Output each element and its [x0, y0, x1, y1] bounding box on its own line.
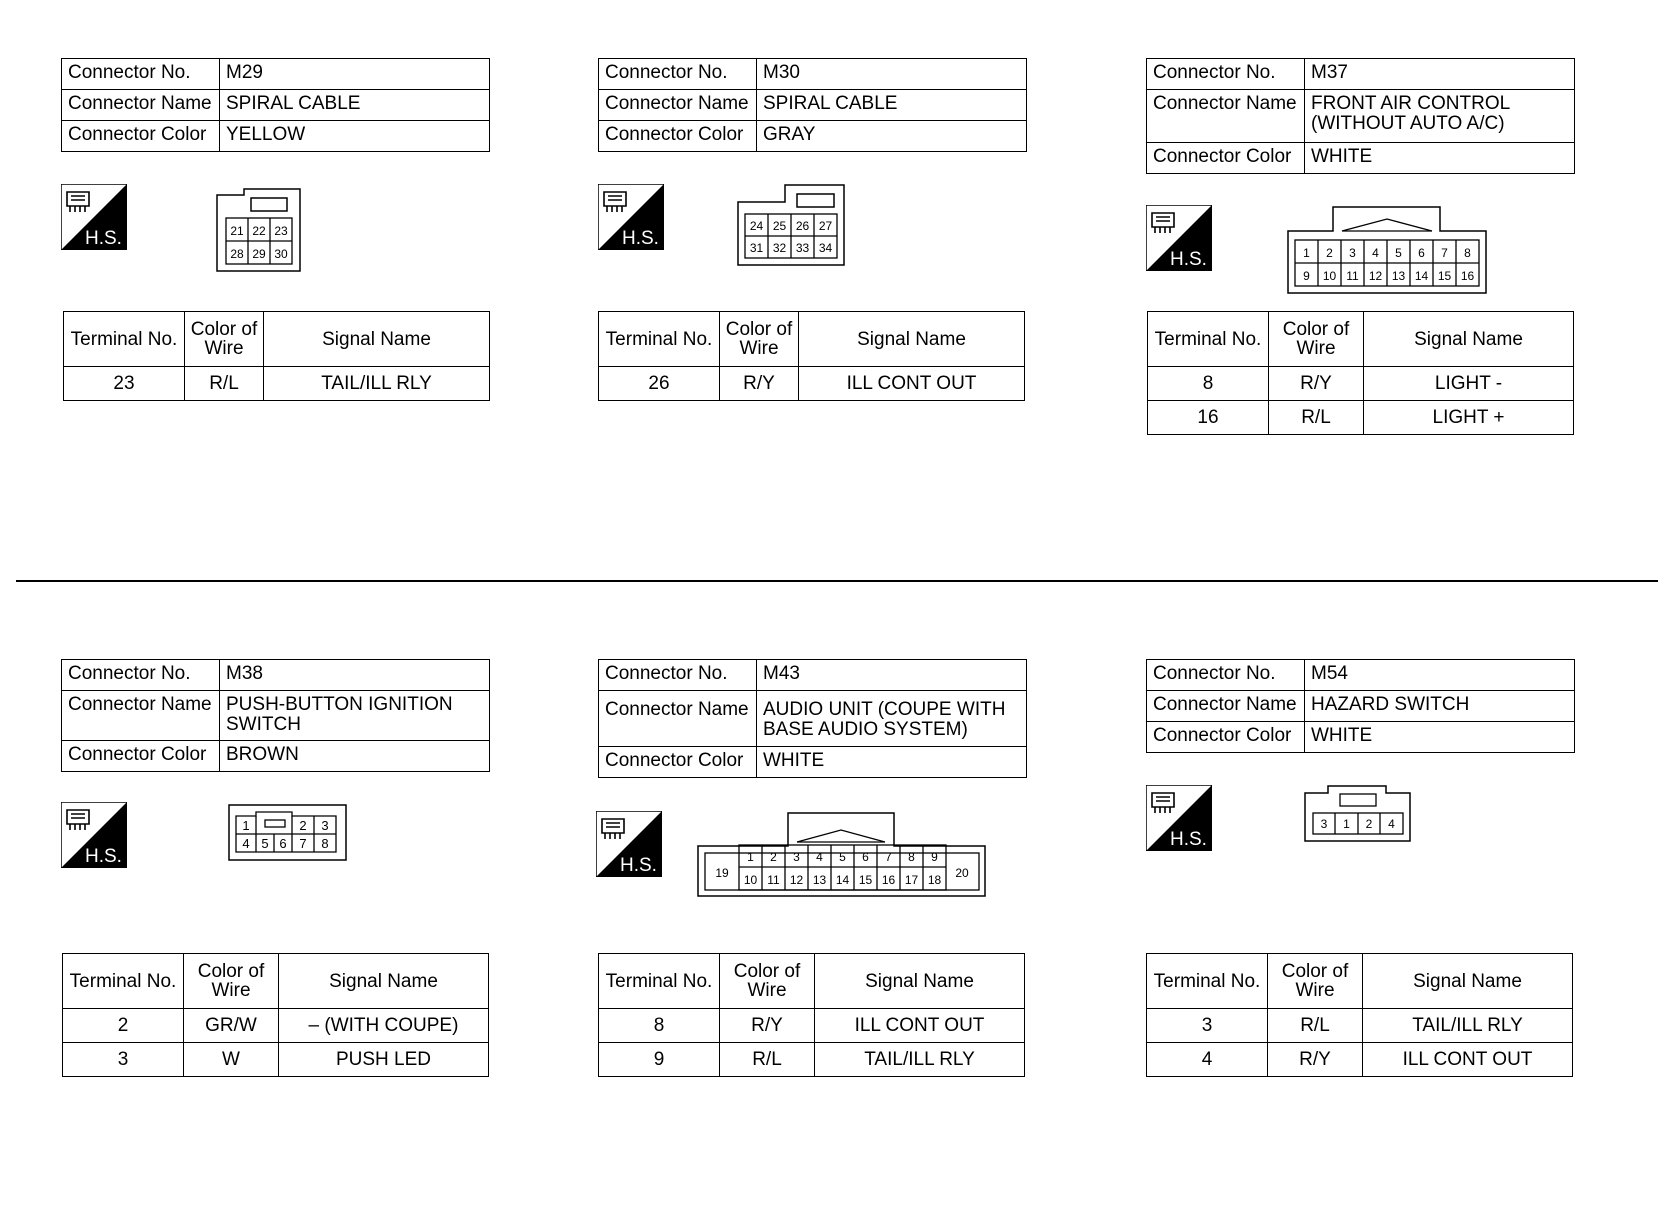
connector-info-table — [1146, 659, 1575, 753]
pin-label: 17 — [904, 873, 919, 887]
signal-cell: PUSH LED — [279, 1043, 489, 1077]
connector-panel-m29 — [61, 58, 490, 152]
terminal-cell: 9 — [599, 1043, 720, 1077]
pin-label: 11 — [767, 873, 780, 887]
terminal-table — [1147, 311, 1574, 435]
connector-name-label: Connector Name — [1147, 691, 1305, 722]
connector-name-value: PUSH-BUTTON IGNITION SWITCH — [220, 691, 490, 741]
connector-color-label: Connector Color — [1147, 722, 1305, 753]
table-row — [63, 1009, 489, 1043]
connector-face-m29 — [216, 188, 302, 272]
terminal-no-header: Terminal No. — [64, 312, 185, 367]
terminal-table — [1146, 953, 1573, 1077]
terminal-no-header: Terminal No. — [1148, 312, 1269, 367]
pin-label: 33 — [795, 241, 810, 255]
color-of-wire-header: Color of Wire — [185, 312, 264, 367]
pin-label: 9 — [1303, 269, 1310, 283]
pin-label: 6 — [862, 850, 869, 864]
connector-panel-m54 — [1146, 659, 1575, 753]
pin-label: 1 — [1303, 246, 1310, 260]
wire-cell: R/L — [720, 1043, 815, 1077]
harness-side-icon — [598, 184, 664, 250]
connector-color-value: YELLOW — [220, 121, 490, 152]
pin-label: 14 — [835, 873, 850, 887]
connector-face-m38 — [228, 804, 348, 862]
connector-name-label: Connector Name — [1147, 90, 1305, 143]
connector-color-label: Connector Color — [62, 741, 220, 772]
wire-cell: R/L — [185, 367, 264, 401]
signal-cell: ILL CONT OUT — [1363, 1043, 1573, 1077]
wire-cell: R/L — [1268, 1009, 1363, 1043]
signal-cell: TAIL/ILL RLY — [1363, 1009, 1573, 1043]
connector-color-label: Connector Color — [1147, 143, 1305, 174]
pin-label: 3 — [321, 818, 329, 833]
pin-label: 2 — [770, 850, 777, 864]
connector-color-label: Connector Color — [599, 121, 757, 152]
terminal-cell: 2 — [63, 1009, 184, 1043]
pin-label: 34 — [818, 241, 833, 255]
terminal-cell: 3 — [1147, 1009, 1268, 1043]
connector-no-value: M43 — [757, 660, 1027, 691]
connector-panel-m38 — [61, 659, 490, 772]
wire-cell: GR/W — [184, 1009, 279, 1043]
hs-label: H.S. — [85, 846, 122, 867]
wire-cell: W — [184, 1043, 279, 1077]
pin-label: 10 — [1322, 269, 1337, 283]
pin-label: 12 — [789, 873, 804, 887]
pin-label: 4 — [242, 836, 250, 851]
table-row — [599, 1043, 1025, 1077]
connector-color-value: WHITE — [1305, 143, 1575, 174]
connector-no-value: M29 — [220, 59, 490, 90]
terminal-table-m29 — [63, 311, 490, 401]
pin-label: 1 — [1343, 817, 1350, 831]
hs-label: H.S. — [1170, 829, 1207, 850]
harness-side-icon — [596, 811, 662, 877]
color-of-wire-header: Color of Wire — [1268, 954, 1363, 1009]
terminal-cell: 23 — [64, 367, 185, 401]
signal-name-header: Signal Name — [279, 954, 489, 1009]
pin-label: 7 — [1441, 246, 1448, 260]
wire-cell: R/Y — [720, 1009, 815, 1043]
hs-label: H.S. — [622, 228, 659, 249]
terminal-no-header: Terminal No. — [63, 954, 184, 1009]
pin-label: 3 — [1320, 817, 1328, 831]
pin-label: 6 — [279, 836, 287, 851]
pin-label: 24 — [749, 219, 764, 233]
pin-label: 7 — [885, 850, 892, 864]
signal-cell: ILL CONT OUT — [815, 1009, 1025, 1043]
harness-side-icon — [61, 802, 127, 868]
pin-label: 18 — [927, 873, 942, 887]
table-row — [1147, 1009, 1573, 1043]
connector-no-value: M38 — [220, 660, 490, 691]
pin-label: 14 — [1414, 269, 1429, 283]
signal-name-header: Signal Name — [1363, 954, 1573, 1009]
pin-label: 12 — [1368, 269, 1383, 283]
pin-label: 8 — [908, 850, 915, 864]
pin-label: 5 — [1395, 246, 1402, 260]
connector-name-label: Connector Name — [599, 90, 757, 121]
color-of-wire-header: Color of Wire — [184, 954, 279, 1009]
connector-info-table — [598, 659, 1027, 778]
pin-label: 11 — [1346, 269, 1359, 283]
wire-cell: R/Y — [720, 367, 799, 401]
pin-label: 21 — [230, 224, 244, 238]
pin-label: 15 — [1437, 269, 1452, 283]
connector-no-label: Connector No. — [1147, 59, 1305, 90]
signal-cell: – (WITH COUPE) — [279, 1009, 489, 1043]
table-row — [599, 367, 1025, 401]
connector-info-table — [61, 659, 490, 772]
terminal-cell: 8 — [1148, 367, 1269, 401]
signal-cell: ILL CONT OUT — [799, 367, 1025, 401]
connector-color-label: Connector Color — [599, 747, 757, 778]
color-of-wire-header: Color of Wire — [1269, 312, 1364, 367]
color-of-wire-header: Color of Wire — [720, 954, 815, 1009]
pin-label: 2 — [1365, 817, 1373, 831]
terminal-no-header: Terminal No. — [599, 954, 720, 1009]
pin-label: 20 — [955, 866, 969, 880]
harness-side-icon — [1146, 205, 1212, 271]
connector-name-label: Connector Name — [599, 691, 757, 747]
pin-label: 3 — [1349, 246, 1356, 260]
pin-label: 16 — [881, 873, 896, 887]
pin-label: 16 — [1460, 269, 1475, 283]
pin-label: 27 — [818, 219, 833, 233]
signal-cell: LIGHT + — [1364, 401, 1574, 435]
pin-label: 6 — [1418, 246, 1425, 260]
connector-color-value: GRAY — [757, 121, 1027, 152]
connector-name-label: Connector Name — [62, 691, 220, 741]
section-divider — [16, 580, 1658, 582]
connector-info-table — [61, 58, 490, 152]
connector-face-m43 — [697, 812, 987, 898]
pin-label: 15 — [858, 873, 873, 887]
hs-label: H.S. — [85, 228, 122, 249]
connector-info-table — [598, 58, 1027, 152]
terminal-cell: 26 — [599, 367, 720, 401]
terminal-cell: 8 — [599, 1009, 720, 1043]
connector-panel-m43 — [598, 659, 1027, 778]
signal-name-header: Signal Name — [1364, 312, 1574, 367]
pin-label: 22 — [252, 224, 266, 238]
connector-no-label: Connector No. — [599, 660, 757, 691]
harness-side-icon — [61, 184, 127, 250]
terminal-table — [63, 311, 490, 401]
connector-info-table — [1146, 58, 1575, 174]
terminal-table — [598, 953, 1025, 1077]
table-row — [64, 367, 490, 401]
table-row — [63, 1043, 489, 1077]
table-row — [1148, 367, 1574, 401]
connector-color-value: WHITE — [1305, 722, 1575, 753]
pin-label: 28 — [230, 247, 244, 261]
pin-label: 5 — [261, 836, 269, 851]
pin-label: 1 — [242, 818, 250, 833]
pin-label: 1 — [747, 850, 754, 864]
connector-no-label: Connector No. — [1147, 660, 1305, 691]
connector-no-value: M37 — [1305, 59, 1575, 90]
terminal-table — [62, 953, 489, 1077]
connector-name-value: SPIRAL CABLE — [757, 90, 1027, 121]
pin-label: 32 — [772, 241, 787, 255]
pin-label: 19 — [715, 866, 729, 880]
pin-label: 8 — [321, 836, 329, 851]
connector-face-m54 — [1304, 785, 1412, 843]
pin-label: 30 — [274, 247, 288, 261]
pin-label: 4 — [1388, 817, 1395, 831]
pin-label: 13 — [812, 873, 827, 887]
pin-label: 4 — [1372, 246, 1379, 260]
terminal-cell: 4 — [1147, 1043, 1268, 1077]
terminal-no-header: Terminal No. — [1147, 954, 1268, 1009]
connector-name-value: AUDIO UNIT (COUPE WITH BASE AUDIO SYSTEM) — [757, 691, 1027, 747]
signal-cell: TAIL/ILL RLY — [264, 367, 490, 401]
pin-label: 8 — [1464, 246, 1471, 260]
terminal-table — [598, 311, 1025, 401]
signal-name-header: Signal Name — [799, 312, 1025, 367]
terminal-table-m54 — [1146, 953, 1573, 1077]
connector-color-value: WHITE — [757, 747, 1027, 778]
terminal-table-m30 — [598, 311, 1025, 401]
wire-cell: R/L — [1269, 401, 1364, 435]
pin-label: 25 — [772, 219, 787, 233]
pin-label: 2 — [1326, 246, 1333, 260]
connector-face-m37 — [1287, 206, 1489, 294]
signal-cell: TAIL/ILL RLY — [815, 1043, 1025, 1077]
wire-cell: R/Y — [1269, 367, 1364, 401]
terminal-cell: 3 — [63, 1043, 184, 1077]
connector-name-value: FRONT AIR CONTROL (WITHOUT AUTO A/C) — [1305, 90, 1575, 143]
pin-label: 10 — [743, 873, 758, 887]
table-row — [599, 1009, 1025, 1043]
connector-face-m30 — [737, 184, 846, 266]
pin-label: 7 — [299, 836, 307, 851]
hs-label: H.S. — [1170, 249, 1207, 270]
pin-label: 23 — [274, 224, 288, 238]
harness-side-icon — [1146, 785, 1212, 851]
pin-label: 13 — [1391, 269, 1406, 283]
terminal-table-m43 — [598, 953, 1025, 1077]
signal-name-header: Signal Name — [264, 312, 490, 367]
pin-label: 5 — [839, 850, 846, 864]
hs-label: H.S. — [620, 855, 657, 876]
table-row — [1147, 1043, 1573, 1077]
signal-cell: LIGHT - — [1364, 367, 1574, 401]
signal-name-header: Signal Name — [815, 954, 1025, 1009]
connector-panel-m30 — [598, 58, 1027, 152]
wire-cell: R/Y — [1268, 1043, 1363, 1077]
terminal-cell: 16 — [1148, 401, 1269, 435]
table-row — [1148, 401, 1574, 435]
terminal-table-m37 — [1147, 311, 1574, 435]
connector-name-label: Connector Name — [62, 90, 220, 121]
pin-label: 26 — [795, 219, 810, 233]
connector-no-value: M30 — [757, 59, 1027, 90]
pin-label: 9 — [931, 850, 938, 864]
connector-no-label: Connector No. — [62, 59, 220, 90]
connector-panel-m37 — [1146, 58, 1575, 174]
terminal-no-header: Terminal No. — [599, 312, 720, 367]
pin-label: 2 — [299, 818, 307, 833]
pin-label: 31 — [749, 241, 764, 255]
terminal-table-m38 — [62, 953, 489, 1077]
connector-color-label: Connector Color — [62, 121, 220, 152]
connector-color-value: BROWN — [220, 741, 490, 772]
pin-label: 4 — [816, 850, 823, 864]
connector-no-value: M54 — [1305, 660, 1575, 691]
connector-name-value: SPIRAL CABLE — [220, 90, 490, 121]
connector-no-label: Connector No. — [62, 660, 220, 691]
pin-label: 3 — [793, 850, 800, 864]
pin-label: 29 — [252, 247, 266, 261]
connector-name-value: HAZARD SWITCH — [1305, 691, 1575, 722]
color-of-wire-header: Color of Wire — [720, 312, 799, 367]
connector-no-label: Connector No. — [599, 59, 757, 90]
